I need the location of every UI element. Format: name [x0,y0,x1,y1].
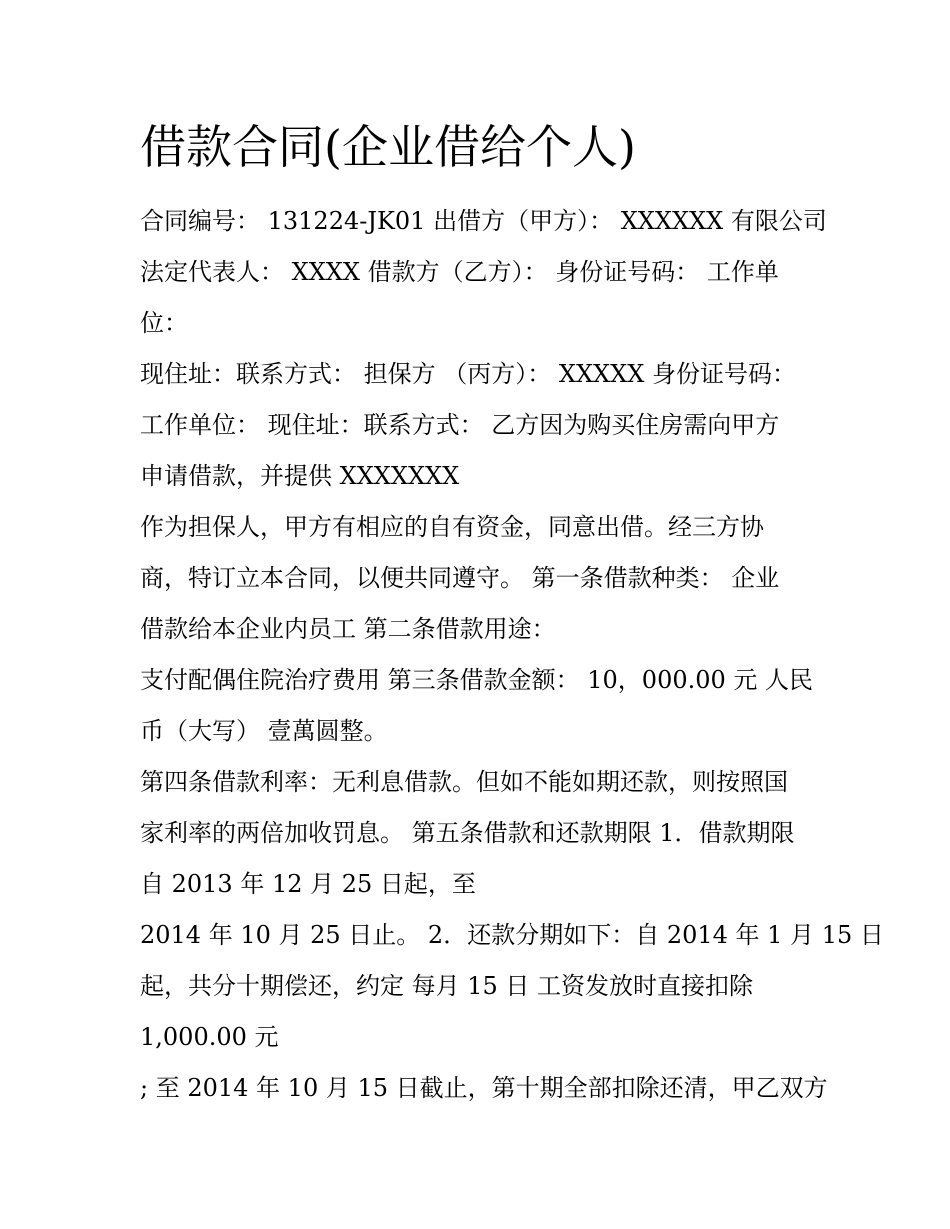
body-line: 支付配偶住院治疗费用 第三条借款金额： 10，000.00 元 人民 [140,666,814,694]
body-line: 第四条借款利率：无利息借款。但如不能如期还款，则按照国 [140,768,788,796]
body-line: 作为担保人，甲方有相应的自有资金，同意出借。经三方协 [140,513,764,541]
body-line: ; 至 2014 年 10 月 15 日截止，第十期全部扣除还清，甲乙双方 [140,1074,828,1102]
body-line: 自 2013 年 12 月 25 日起，至 [140,870,476,898]
body-line: 商，特订立本合同，以便共同遵守。 第一条借款种类： 企业 [140,564,780,592]
document-body [140,196,884,1114]
body-line: 币（大写） 壹萬圆整。 [140,717,388,745]
body-line: 合同编号： 131224-JK01 出借方（甲方）： XXXXXX 有限公司 [140,207,827,235]
body-line: 现住址：联系方式： 担保方 （丙方）： XXXXX 身份证号码： [140,360,796,388]
body-line: 2014 年 10 月 25 日止。 2．还款分期如下：自 2014 年 1 月 15 日 [140,921,884,949]
body-line: 1,000.00 元 [140,1023,279,1051]
body-line: 起，共分十期偿还，约定 每月 15 日 工资发放时直接扣除 [140,972,754,1000]
body-line: 法定代表人： XXXX 借款方（乙方）： 身份证号码： 工作单 [140,258,779,286]
document-title: 借款合同(企业借给个人) [140,120,636,174]
body-line: 工作单位： 现住址：联系方式： 乙方因为购买住房需向甲方 [140,411,780,439]
body-line: 申请借款，并提供 XXXXXXX [140,462,460,490]
body-line: 家利率的两倍加收罚息。 第五条借款和还款期限 1．借款期限 [140,819,795,847]
body-line: 位： [140,309,188,337]
body-line: 借款给本企业内员工 第二条借款用途： [140,615,556,643]
